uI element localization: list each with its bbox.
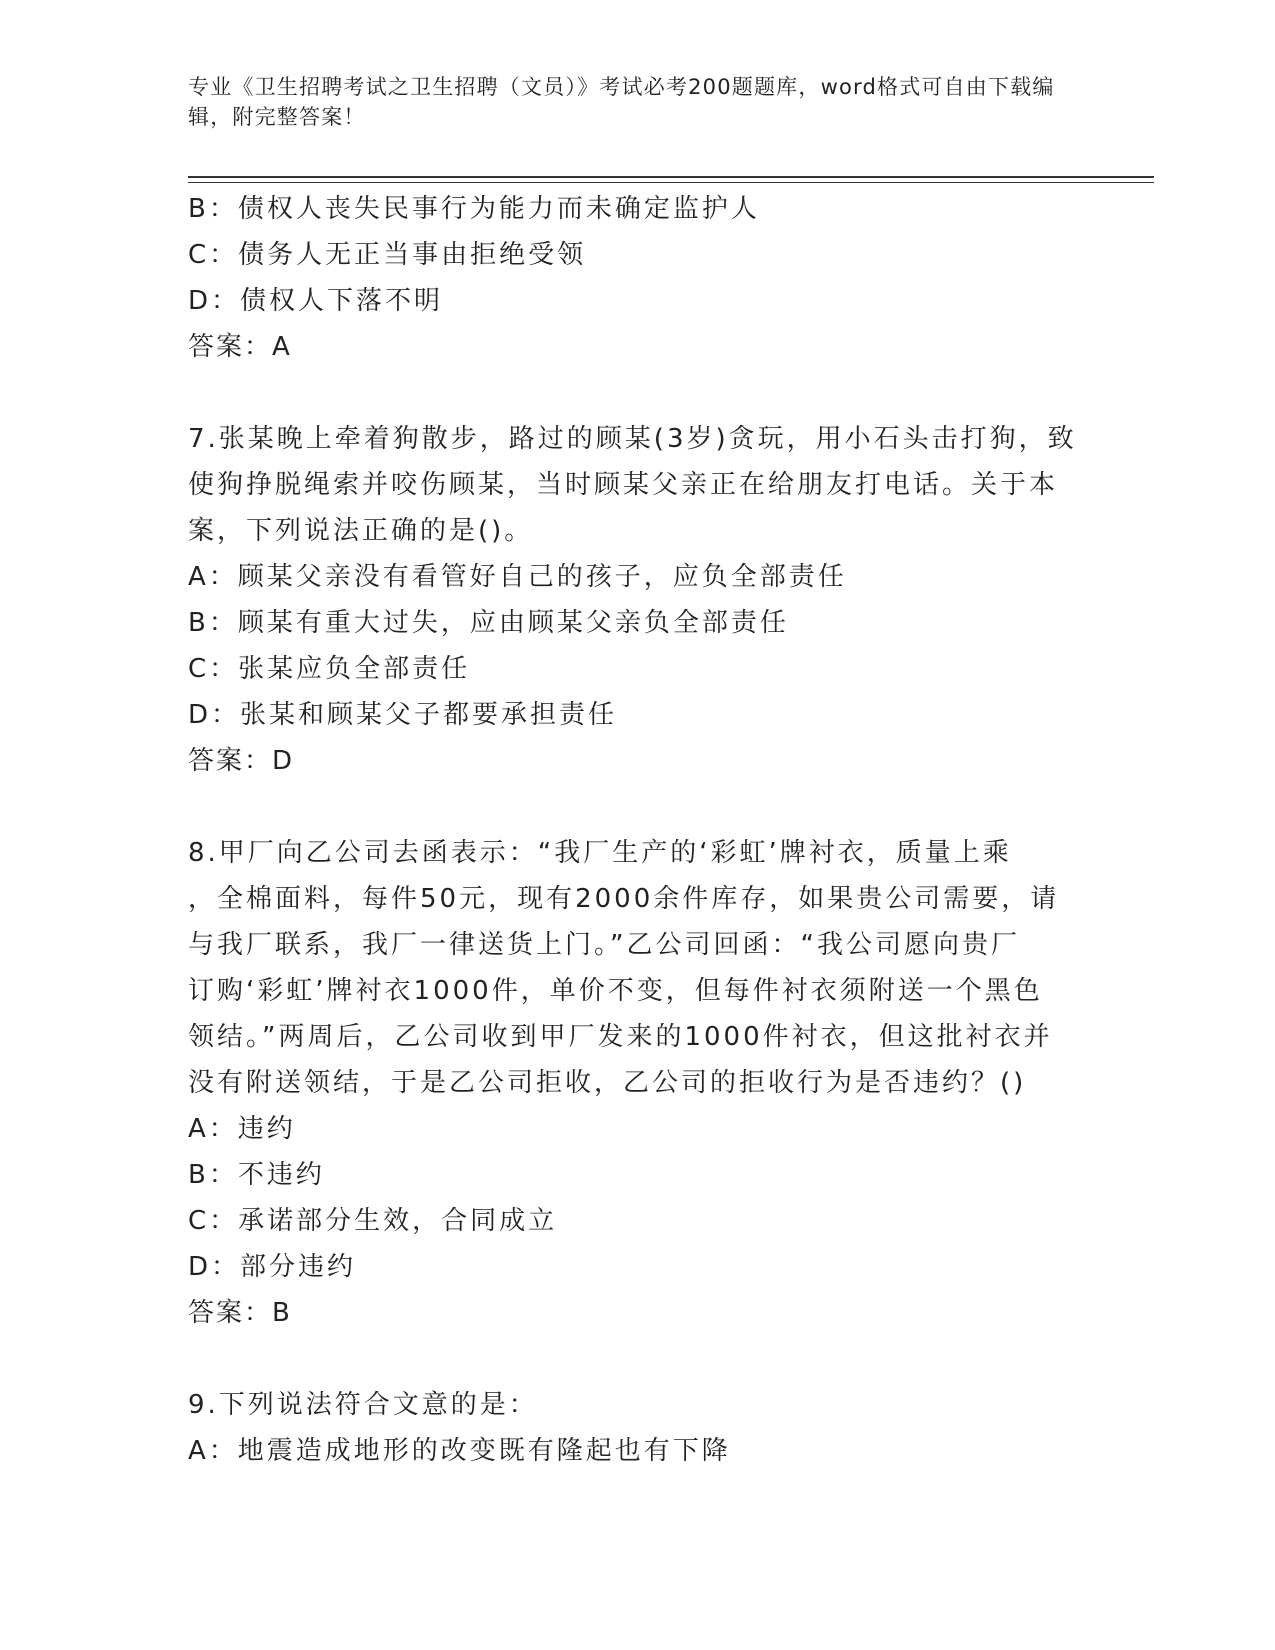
- q7-answer: 答案：D: [188, 746, 295, 776]
- q7-stem-line-2: 使狗挣脱绳索并咬伤顾某，当时顾某父亲正在给朋友打电话。关于本: [188, 470, 1059, 500]
- q9-stem-line-1: 9.下列说法符合文意的是：: [188, 1390, 538, 1420]
- q6-option-c: C：债务人无正当事由拒绝受领: [188, 240, 587, 270]
- q7-option-c: C：张某应负全部责任: [188, 654, 471, 684]
- q7-option-d: D：张某和顾某父子都要承担责任: [188, 700, 618, 730]
- header-rule-thin: [188, 182, 1154, 183]
- spacer: [188, 370, 1088, 416]
- q8-stem-line-2: ，全棉面料，每件50元，现有2000余件库存，如果贵公司需要，请: [188, 884, 1060, 914]
- spacer: [188, 1336, 1088, 1382]
- q8-stem-line-6: 没有附送领结，于是乙公司拒收，乙公司的拒收行为是否违约？(): [188, 1068, 1027, 1098]
- q8-stem-line-4: 订购‘彩虹’牌衬衣1000件，单价不变，但每件衬衣须附送一个黑色: [188, 976, 1043, 1006]
- q7-stem-line-1: 7.张某晚上牵着狗散步，路过的顾某(3岁)贪玩，用小石头击打狗，致: [188, 424, 1077, 454]
- q8-option-d: D：部分违约: [188, 1252, 357, 1282]
- q7-option-a: A：顾某父亲没有看管好自己的孩子，应负全部责任: [188, 562, 847, 592]
- question-content: [188, 186, 1088, 1474]
- q8-answer: 答案：B: [188, 1298, 292, 1328]
- q7-option-b: B：顾某有重大过失，应由顾某父亲负全部责任: [188, 608, 789, 638]
- q9-option-a: A：地震造成地形的改变既有隆起也有下降: [188, 1436, 731, 1466]
- q8-stem-line-5: 领结。”两周后，乙公司收到甲厂发来的1000件衬衣，但这批衬衣并: [188, 1022, 1053, 1052]
- q6-answer: 答案：A: [188, 332, 292, 362]
- q6-option-b: B：债权人丧失民事行为能力而未确定监护人: [188, 194, 760, 224]
- q8-option-a: A：违约: [188, 1114, 296, 1144]
- spacer: [188, 784, 1088, 830]
- q8-option-b: B：不违约: [188, 1160, 325, 1190]
- q6-option-d: D：债权人下落不明: [188, 286, 444, 316]
- q7-stem-line-3: 案，下列说法正确的是()。: [188, 516, 534, 546]
- document-header: 专业《卫生招聘考试之卫生招聘（文员）》考试必考200题题库，word格式可自由下载编辑，附完整答案！: [188, 75, 1055, 129]
- q8-stem-line-1: 8.甲厂向乙公司去函表示：“我厂生产的‘彩虹’牌衬衣，质量上乘: [188, 838, 1012, 868]
- q8-option-c: C：承诺部分生效，合同成立: [188, 1206, 558, 1236]
- q8-stem-line-3: 与我厂联系，我厂一律送货上门。”乙公司回函：“我公司愿向贵厂: [188, 930, 1020, 960]
- header-rule-thick: [188, 176, 1154, 178]
